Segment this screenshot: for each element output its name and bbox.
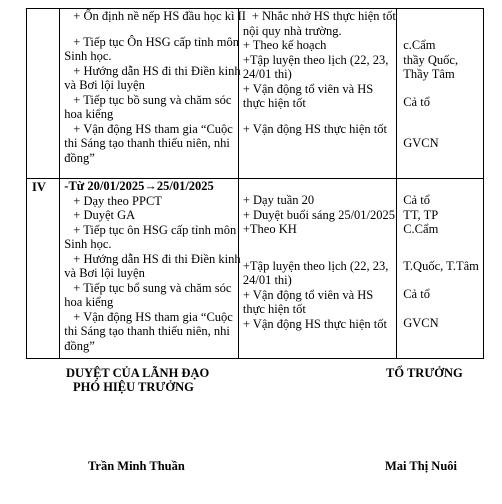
- task-line: + Dạy theo PPCT: [73, 193, 162, 208]
- person-line: TT, TP: [403, 207, 439, 222]
- team-leader-title: TỔ TRƯỞNG: [386, 366, 463, 380]
- team-leader-name: Mai Thị Nuôi: [385, 459, 458, 473]
- task-line: + Vận động HS tham gia “Cuộc: [73, 121, 233, 136]
- person-line: thầy Quốc,: [403, 52, 459, 67]
- tasks-cell: [60, 9, 246, 179]
- measure-line: + Vận động HS thực hiện tốt: [242, 316, 387, 331]
- task-line: thi Sáng tạo thanh thiếu niên, nhi: [64, 324, 230, 338]
- measure-line: +Theo KH: [242, 222, 297, 236]
- measure-line: + Dạy tuần 20: [242, 193, 315, 207]
- tasks-cell: [60, 179, 239, 359]
- week-cell-empty: [27, 9, 60, 179]
- task-line: + Tiếp tục bồ sung và chăm sóc: [73, 92, 232, 107]
- task-line: đồng”: [64, 338, 95, 353]
- measure-line: thực hiện tốt: [242, 96, 306, 110]
- vice-principal-name: Trần Minh Thuần: [88, 459, 185, 473]
- task-line: đồng”: [64, 150, 95, 165]
- task-line: + Tiếp tục ôn HSG cấp tỉnh môn: [73, 222, 237, 237]
- task-line: hoa kiểng: [64, 107, 114, 121]
- task-line: + Duyệt GA: [73, 208, 136, 222]
- task-line: hoa kiểng: [64, 295, 114, 309]
- measure-line: nội quy nhà trường.: [242, 23, 342, 38]
- measure-line: + Vận động tổ viên và HS: [242, 81, 374, 96]
- measure-line: + Nhắc nhở HS thực hiện tốt: [251, 9, 396, 23]
- task-line: Sinh học.: [64, 49, 112, 63]
- week-number: IV: [32, 180, 46, 194]
- plan-table: [26, 8, 484, 359]
- measures-cell: [238, 9, 396, 179]
- approval-title: DUYỆT CỦA LÃNH ĐẠO: [66, 366, 210, 380]
- task-line: Sinh học.: [64, 237, 112, 251]
- measure-line: + Duyệt buổi sáng 25/01/2025: [242, 207, 396, 222]
- measures-cell: [238, 179, 396, 359]
- task-line: + Hướng dẫn HS đi thi Điền kinh: [73, 251, 241, 266]
- measure-line: +Tập luyện theo lịch (22, 23,: [242, 258, 389, 273]
- task-line: và Bơi lội luyện: [64, 78, 145, 92]
- person-cell: [397, 9, 484, 179]
- week-date-range: -Từ 20/01/2025→25/01/2025: [64, 179, 214, 193]
- task-line: + Ổn định nề nếp HS đầu học kì II: [73, 9, 246, 23]
- measure-line: thực hiện tốt: [242, 302, 306, 316]
- person-line: C.Cẩm: [403, 222, 439, 236]
- person-line: GVCN: [403, 136, 439, 150]
- task-line: + Tiếp tục Ôn HSG cấp tỉnh môn: [73, 34, 240, 49]
- measure-line: + Vận động tổ viên và HS: [242, 287, 374, 302]
- measure-line: +Tập luyện theo lịch (22, 23,: [242, 52, 389, 67]
- vice-principal-title: PHÓ HIỆU TRƯỞNG: [73, 380, 194, 394]
- measure-line: + Theo kế hoạch: [242, 38, 327, 52]
- person-line: Thầy Tâm: [403, 67, 455, 81]
- task-line: + Hướng dẫn HS đi thi Điền kinh: [73, 63, 241, 78]
- person-line: Cả tổ: [403, 94, 430, 109]
- measure-line: 24/01 thi): [242, 273, 292, 287]
- task-line: và Bơi lội luyện: [64, 266, 145, 280]
- person-line: GVCN: [403, 315, 439, 330]
- measure-line: + Vận động HS thực hiện tốt: [242, 121, 387, 136]
- table-row-week-iv: [27, 179, 484, 359]
- task-line: + Tiếp tục bổ sung và chăm sóc: [73, 280, 232, 295]
- task-line: thi Sáng tạo thanh thiếu niên, nhi: [64, 136, 230, 150]
- person-cell: [397, 179, 484, 359]
- person-line: Cả tổ: [403, 287, 430, 301]
- person-line: c.Cẩm: [403, 38, 436, 52]
- person-line: Cả tổ: [403, 193, 430, 207]
- measure-line: 24/01 thi): [242, 67, 292, 81]
- task-line: + Vận động HS tham gia “Cuộc: [73, 309, 233, 324]
- table-row-prev-week: [27, 9, 484, 179]
- week-cell: [27, 179, 60, 359]
- person-line: T.Quốc, T.Tâm: [403, 258, 479, 273]
